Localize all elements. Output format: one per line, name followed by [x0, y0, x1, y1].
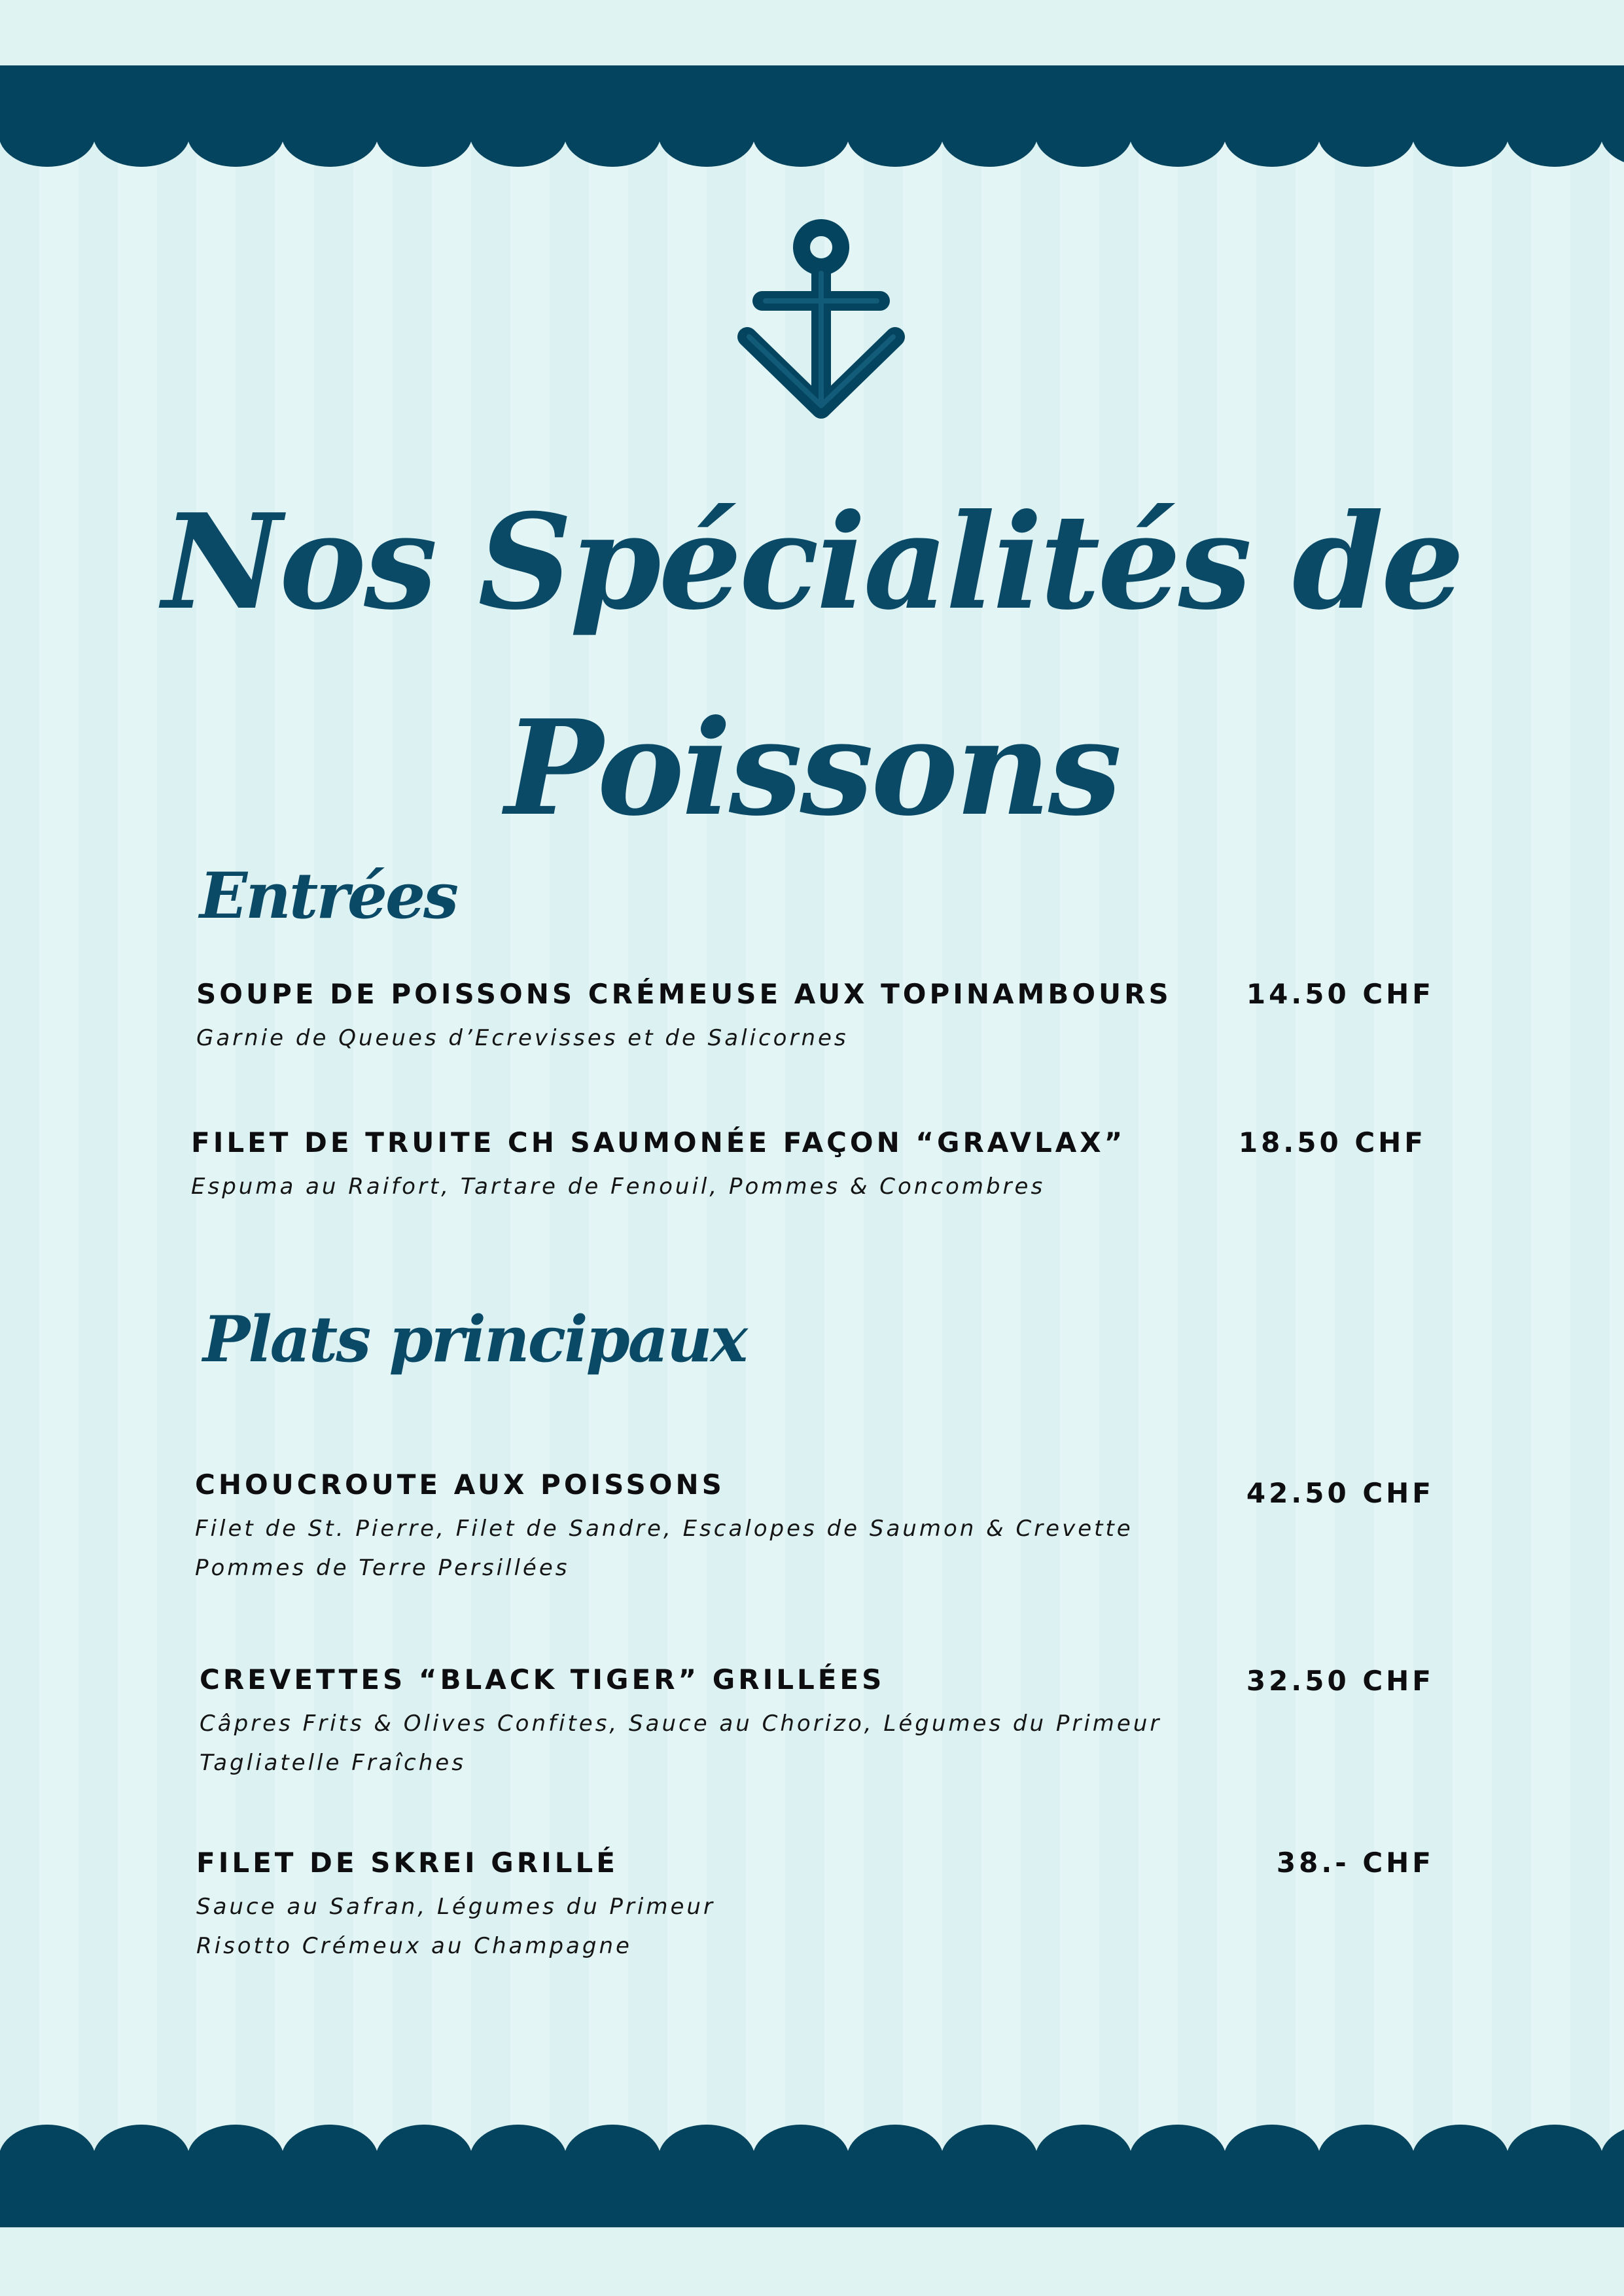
top-scallop	[1506, 101, 1603, 167]
top-scallop	[93, 101, 190, 167]
bottom-scallop	[752, 2125, 849, 2193]
dish-price: 18.50 CHF	[1238, 1126, 1426, 1158]
top-scallop	[470, 101, 567, 167]
bottom-scallop	[658, 2125, 755, 2193]
bottom-scallop	[847, 2125, 944, 2193]
bottom-scallop	[470, 2125, 567, 2193]
top-scallop	[1318, 101, 1415, 167]
dish-description: Câpres Frits & Olives Confites, Sauce au Chorizo, Légumes du Primeur	[200, 1711, 1162, 1737]
dish-description: Sauce au Safran, Légumes du Primeur	[196, 1894, 715, 1920]
dish-price: 14.50 CHF	[1246, 978, 1434, 1010]
bottom-scallop	[1224, 2125, 1320, 2193]
top-scallop	[847, 101, 944, 167]
bottom-scallop	[281, 2125, 378, 2193]
top-scallop	[1412, 101, 1509, 167]
anchor-icon	[733, 216, 909, 432]
bottom-scallop	[941, 2125, 1038, 2193]
dish-description: Risotto Crémeux au Champagne	[196, 1933, 632, 1959]
dish-name: FILET DE TRUITE CH SAUMONÉE FAÇON “GRAVLAX”	[191, 1126, 1126, 1158]
bottom-scallop	[187, 2125, 284, 2193]
section-heading-plats-principaux: Plats principaux	[203, 1302, 746, 1376]
top-scallop	[1035, 101, 1132, 167]
dish-name: FILET DE SKREI GRILLÉ	[196, 1847, 618, 1879]
top-scallop	[564, 101, 661, 167]
bottom-scallop	[93, 2125, 190, 2193]
bottom-scallop	[1129, 2125, 1226, 2193]
top-scallop-band	[0, 0, 1624, 196]
dish-description: Filet de St. Pierre, Filet de Sandre, Escalopes de Saumon & Crevette	[195, 1516, 1133, 1542]
page-title-line-2: Poissons	[504, 691, 1120, 845]
dish-description: Pommes de Terre Persillées	[195, 1555, 570, 1581]
dish-price: 38.- CHF	[1276, 1847, 1434, 1879]
top-scallop	[1224, 101, 1320, 167]
dish-price: 32.50 CHF	[1246, 1665, 1434, 1697]
section-heading-entrees: Entrées	[200, 859, 457, 933]
bottom-scallop	[564, 2125, 661, 2193]
bottom-scallop	[1318, 2125, 1415, 2193]
top-scallop	[0, 101, 96, 167]
top-scallop	[281, 101, 378, 167]
top-scallop	[941, 101, 1038, 167]
top-scallop	[187, 101, 284, 167]
dish-name: CHOUCROUTE AUX POISSONS	[195, 1469, 725, 1501]
bottom-scallop	[376, 2125, 472, 2193]
dish-price: 42.50 CHF	[1246, 1477, 1434, 1509]
bottom-scallop	[0, 2125, 96, 2193]
dish-name: SOUPE DE POISSONS CRÉMEUSE AUX TOPINAMBOURS	[196, 978, 1172, 1010]
top-scallop	[752, 101, 849, 167]
dish-name: CREVETTES “BLACK TIGER” GRILLÉES	[200, 1663, 885, 1696]
top-scallop	[376, 101, 472, 167]
top-scallop	[658, 101, 755, 167]
bottom-scallop	[1412, 2125, 1509, 2193]
dish-description: Espuma au Raifort, Tartare de Fenouil, Pommes & Concombres	[191, 1174, 1046, 1200]
page-title-line-1: Nos Spécialités de	[162, 485, 1462, 639]
bottom-scallop	[1506, 2125, 1603, 2193]
bottom-scallop-band	[0, 2093, 1624, 2296]
dish-description: Tagliatelle Fraîches	[200, 1750, 466, 1776]
dish-description: Garnie de Queues d’Ecrevisses et de Salicornes	[196, 1025, 849, 1051]
bottom-scallop	[1035, 2125, 1132, 2193]
top-scallop	[1129, 101, 1226, 167]
